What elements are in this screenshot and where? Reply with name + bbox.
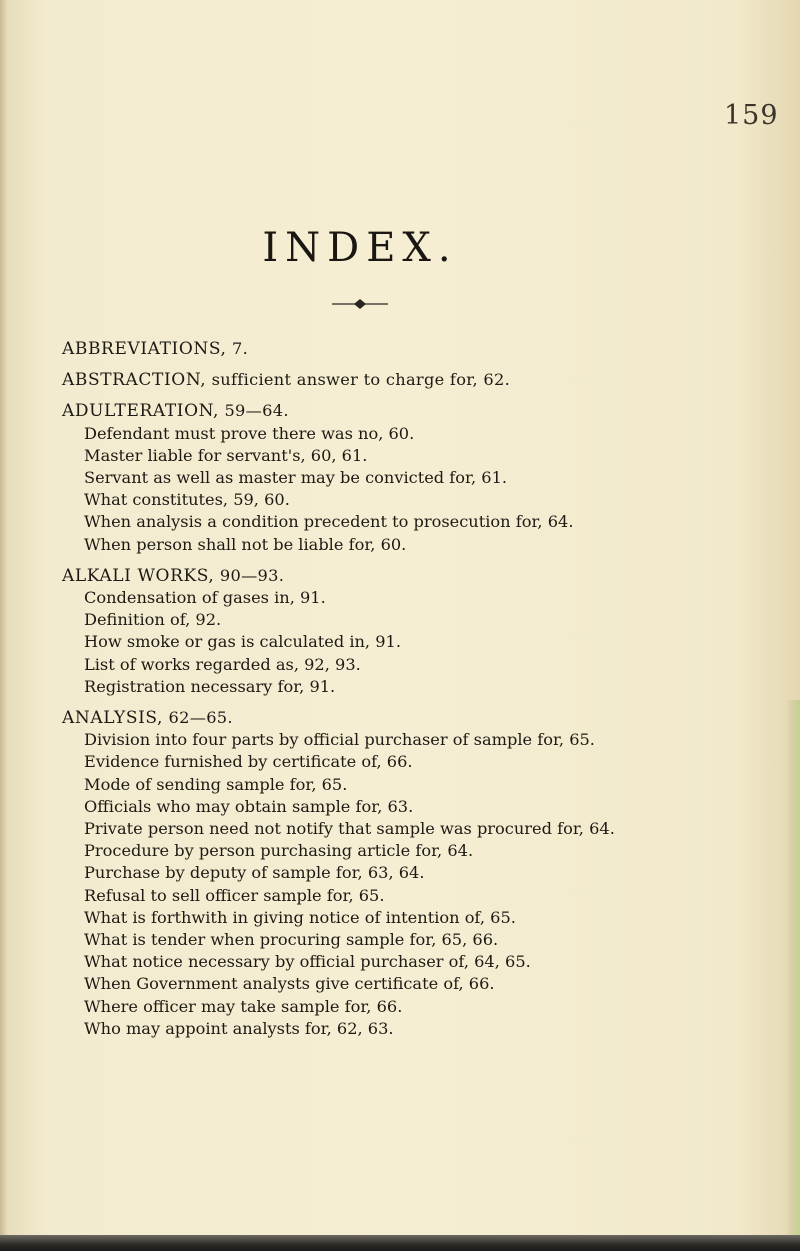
- index-subentry: When analysis a condition precedent to prosecution for, 64.: [84, 512, 574, 532]
- index-subentry: Procedure by person purchasing article for, 64.: [84, 841, 474, 861]
- page-bottom-binding: [0, 1235, 800, 1251]
- index-subentry: Definition of, 92.: [84, 610, 222, 630]
- index-subentry: Officials who may obtain sample for, 63.: [84, 796, 414, 816]
- index-heading-reference: 90—93.: [214, 565, 285, 585]
- index-heading-reference: 62—65.: [163, 708, 233, 728]
- index-subentry: Division into four parts by official purchaser of sample for, 65.: [84, 730, 595, 750]
- title-ornament-icon: [330, 298, 390, 310]
- index-entries: [62, 338, 782, 1040]
- page-right-edge: [786, 700, 800, 1251]
- index-subentry: How smoke or gas is calculated in, 91.: [84, 632, 401, 652]
- index-subentry: When Government analysts give certificate of, 66.: [84, 974, 495, 994]
- index-subentry: Master liable for servant's, 60, 61.: [84, 445, 368, 465]
- index-heading-term: ABSTRACTION,: [62, 370, 207, 391]
- index-heading-term: ANALYSIS,: [62, 708, 164, 729]
- index-subentry: Servant as well as master may be convicted for, 61.: [84, 468, 508, 488]
- index-subentry: When person shall not be liable for, 60.: [84, 534, 407, 554]
- index-heading: [62, 369, 782, 391]
- index-subentry: Evidence furnished by certificate of, 66.: [84, 752, 413, 772]
- index-subentry: List of works regarded as, 92, 93.: [84, 654, 361, 674]
- index-heading-term: ADULTERATION,: [62, 401, 220, 422]
- index-heading: [62, 565, 782, 587]
- index-subentry: Purchase by deputy of sample for, 63, 64.: [84, 863, 425, 883]
- index-heading-reference: 7.: [226, 339, 249, 358]
- index-heading-reference: 59—64.: [219, 401, 289, 421]
- index-subentry: What notice necessary by official purchaser of, 64, 65.: [84, 952, 531, 972]
- index-subentry: Private person need not notify that sample was procured for, 64.: [84, 819, 615, 839]
- index-subentry: Who may appoint analysts for, 62, 63.: [84, 1018, 394, 1038]
- page-title: INDEX.: [262, 225, 458, 271]
- index-subentry: What is forthwith in giving notice of intention of, 65.: [84, 907, 516, 927]
- page-left-edge: [0, 0, 8, 1251]
- index-subentry: Defendant must prove there was no, 60.: [84, 423, 415, 443]
- index-heading-reference: sufficient answer to charge for, 62.: [206, 370, 511, 390]
- index-subentry: Registration necessary for, 91.: [84, 676, 336, 696]
- index-subentry: What is tender when procuring sample for, 65, 66.: [84, 930, 499, 950]
- index-subentry: Where officer may take sample for, 66.: [84, 996, 403, 1016]
- index-heading-term: ALKALI WORKS,: [62, 565, 215, 586]
- index-subentry: Condensation of gases in, 91.: [84, 588, 326, 608]
- index-subentry: What constitutes, 59, 60.: [84, 490, 290, 510]
- index-subentry: Refusal to sell officer sample for, 65.: [84, 885, 385, 905]
- page-number: 159: [724, 100, 779, 131]
- index-heading: [62, 400, 782, 422]
- index-heading: [62, 707, 782, 729]
- index-heading: [62, 338, 782, 360]
- index-subentry: Mode of sending sample for, 65.: [84, 774, 348, 794]
- index-heading-term: ABBREVIATIONS,: [62, 339, 227, 359]
